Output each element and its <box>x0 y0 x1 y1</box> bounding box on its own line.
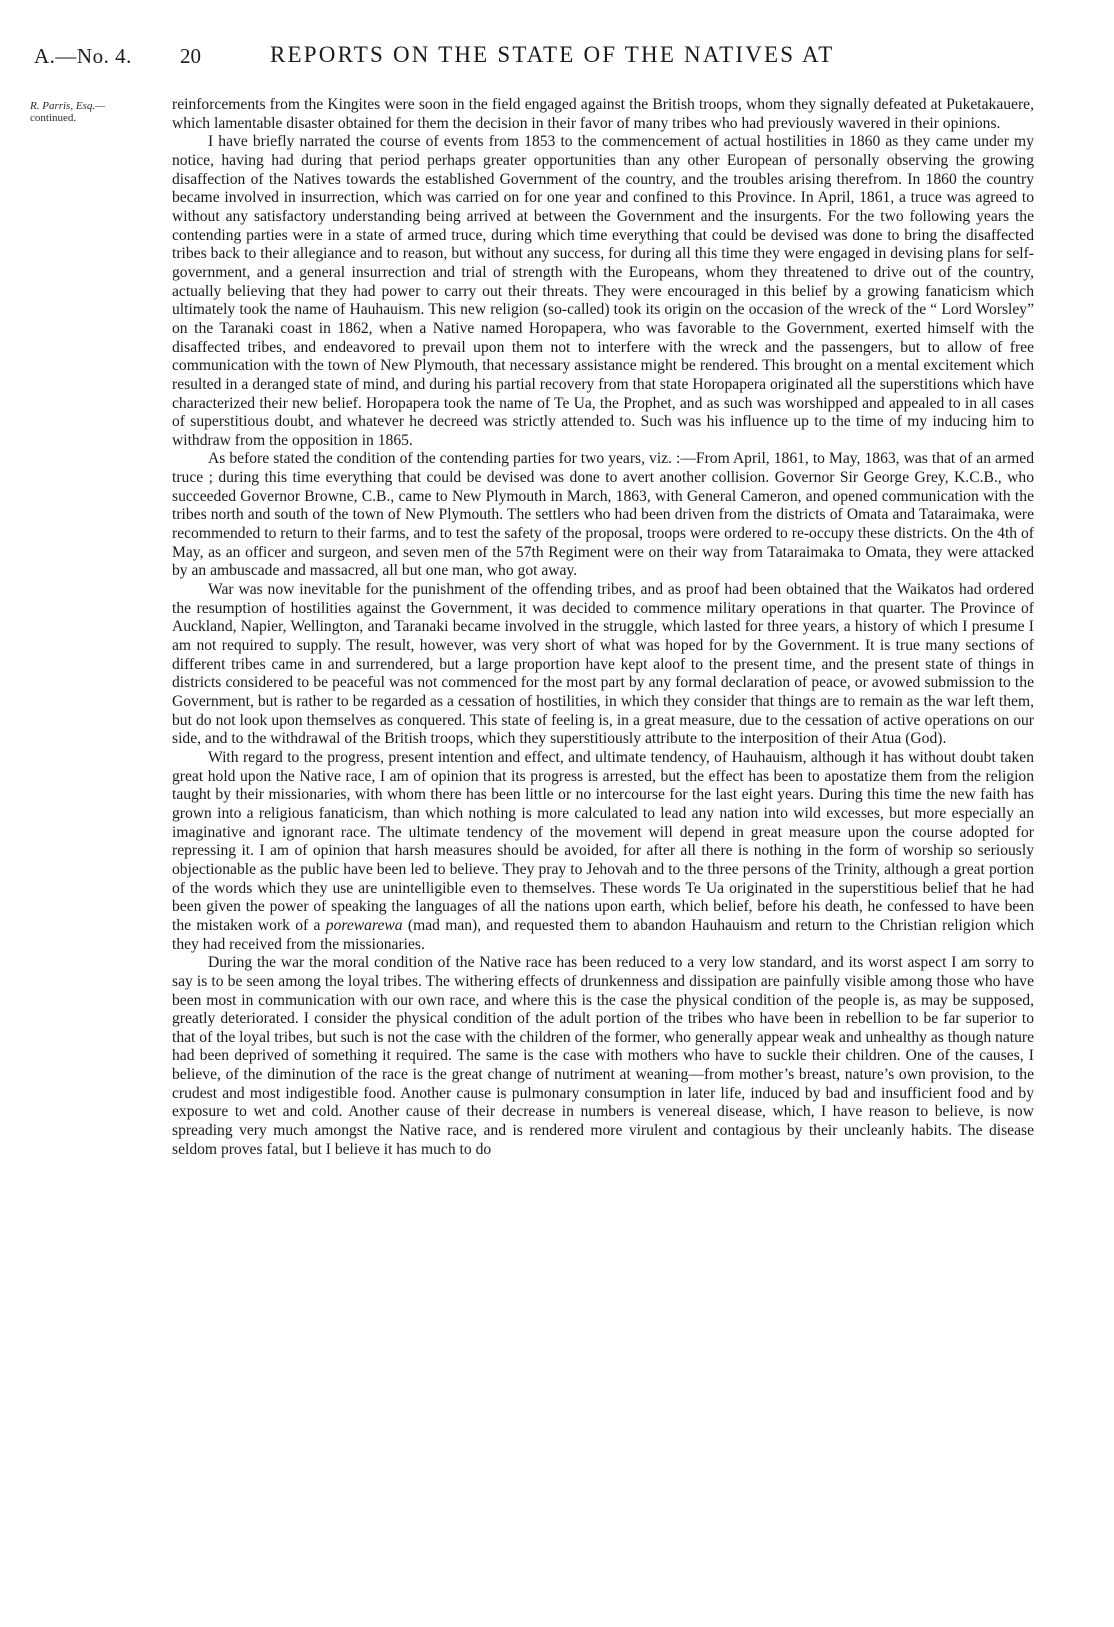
paragraph-3: As before stated the condition of the contending parties for two years, viz. :—From April, 1861, to May, 1863, was that of an armed truce ; during this time everything that could be devised was done to avert another collision. Governor Sir George Grey, K.C.B., who succeeded Governor Browne, C.B., came to New Plymouth in March, 1863, with General Cameron, and opened communication with the tribes north and south of the town of New Plymouth. The settlers who had been driven from the districts of Omata and Tataraimaka, were recommended to return to their farms, and to test the safety of the proposal, troops were ordered to re-occupy these districts. On the 4th of May, as an officer and surgeon, and seven men of the 57th Regiment were on their way from Tataraimaka to Omata, they were attacked by an ambuscade and massacred, all but one man, who got away. <box>172 450 1034 580</box>
paragraph-5 <box>172 749 1034 954</box>
page-header <box>34 40 1084 80</box>
paragraph-4: War was now inevitable for the punishment of the offending tribes, and as proof had been obtained that the Waikatos had ordered the resumption of hostilities against the Government, it was decided to commence military operations in that quarter. The Province of Auckland, Napier, Wellington, and Taranaki became involved in the struggle, which lasted for three years, a history of which I presume I am not required to supply. The result, however, was very short of what was hoped for by the Government. It is true many sections of different tribes came in and surrendered, but a large proportion have kept aloof to the present time, and the present state of things in districts considered to be peaceful was not commenced for the most part by any formal declaration of peace, or avowed submission to the Government, but is rather to be regarded as a cessation of hostilities, in which they consider that things are to remain as the war left them, but do not look upon themselves as conquered. This state of feeling is, in a great measure, due to the cessation of active operations on our side, and to the withdrawal of the British troops, which they superstitiously attribute to the interposition of their Atua (God). <box>172 581 1034 748</box>
margin-note <box>30 100 160 124</box>
paragraph-6: During the war the moral condition of the Native race has been reduced to a very low standard, and its worst aspect I am sorry to say is to be seen among the loyal tribes. The withering effects of drunkenness and dissipation are painfully visible among those who have been most in communication with our own race, and where this is the case the physical condition of the people is, as may be supposed, greatly deteriorated. I consider the physical condition of the adult portion of the tribes who have been in rebellion to be far superior to that of the loyal tribes, but such is not the case with the children of the former, who generally appear weak and unhealthy as though nature had been deprived of something it required. The same is the case with mothers who have to suckle their children. One of the causes, I believe, of the diminution of the race is the great change of nutriment at weaning—from mother’s breast, nature’s own provision, to the crudest and most indigestible food. Another cause is pulmonary consumption in later life, induced by bad and insufficient food and by exposure to wet and cold. Another cause of their decrease in numbers is venereal disease, which, I have reason to believe, is now spreading very much amongst the Native race, and is rendered more virulent and contagious by their uncleanly habits. The disease seldom proves fatal, but I believe it has much to do <box>172 954 1034 1158</box>
paragraph-5-text-after: (mad man), and requested them to abandon Hauhauism and return to the Christian religion which they had received from the missionaries. <box>172 916 1035 953</box>
page-number: 20 <box>180 44 201 68</box>
margin-note-status: continued. <box>30 112 77 124</box>
report-body <box>172 96 1034 1159</box>
paragraph-5-maori-term: porewarewa <box>325 916 403 934</box>
running-title: REPORTS ON THE STATE OF THE NATIVES AT <box>270 42 835 67</box>
margin-note-author: R. Parris, Esq.— <box>30 100 105 112</box>
paragraph-5-text: With regard to the progress, present intention and effect, and ultimate tendency, of Hauhauism, although it has without doubt taken great hold upon the Native race, I am of opinion that its progress is arrested, but the effect has been to apostatize them from the religion taught by their missionaries, with whom there has been little or no intercourse for the last eight years. During this time the new faith has grown into a religious fanaticism, than which nothing is more calculated to lead any nation into wild excesses, but more especially an imaginative and ignorant race. The ultimate tendency of the movement will depend in great measure upon the course adopted for repressing it. I am of opinion that harsh measures should be avoided, for after all there is nothing in the form of worship so seriously objectionable as the public have been led to believe. They pray to Jehovah and to the three persons of the Trinity, although a great portion of the words which they use are unintelligible even to themselves. These words Te Ua originated in the superstitious belief that he had been given the power of speaking the languages of all the nations upon earth, which belief, before his death, he confessed to have been the mistaken work of a <box>172 748 1034 934</box>
document-reference: A.—No. 4. <box>34 44 132 68</box>
paragraph-2: I have briefly narrated the course of events from 1853 to the commencement of actual hostilities in 1860 as they came under my notice, having had during that period perhaps greater opportunities than any other European of personally observing the growing disaffection of the Natives towards the established Government of the country, and the troubles arising therefrom. In 1860 the country became involved in insurrection, which was carried on for one year and confined to this Province. In April, 1861, a truce was agreed to without any satisfactory understanding being arrived at between the Government and the insurgents. For the two following years the contending parties were in a state of armed truce, during which time everything that could be devised was done to bring the disaffected tribes back to their allegiance and to reason, but without any success, for during all this time they were engaged in devising plans for self-government, and a general insurrection and trial of strength with the Europeans, whom they threatened to drive out of the country, actually believing that they had power to carry out their threats. They were encouraged in this belief by a growing fanaticism which ultimately took the name of Hauhauism. This new religion (so-called) took its origin on the occasion of the wreck of the “ Lord Worsley” on the Taranaki coast in 1862, when a Native named Horopapera, who was favorable to the Government, exerted himself with the disaffected tribes, and endeavored to prevail upon them not to interfere with the wreck and the passengers, but to allow of free communication with the town of New Plymouth, that necessary assistance might be rendered. This brought on a mental excitement which resulted in a deranged state of mind, and during his partial recovery from that state Horopapera originated all the superstitions which have characterized their new belief. Horopapera took the name of Te Ua, the Prophet, and as such was worshipped and appealed to in all cases of superstitious doubt, and whatever he decreed was strictly attended to. Such was his influence up to the time of my inducing him to withdraw from the opposition in 1865. <box>172 133 1034 449</box>
paragraph-1: reinforcements from the Kingites were soon in the field engaged against the British troops, whom they signally defeated at Puketakauere, which lamentable disaster obtained for them the decision in their favor of many tribes who had previously wavered in their opinions. <box>172 96 1034 132</box>
